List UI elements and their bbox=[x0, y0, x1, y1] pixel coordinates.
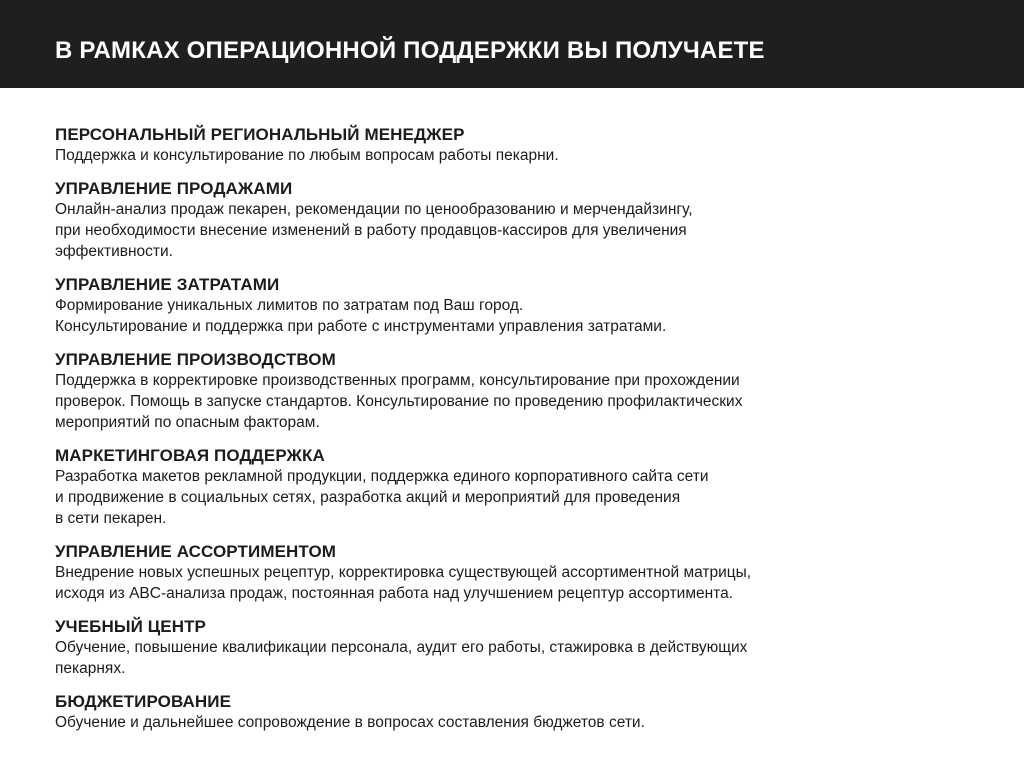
section-body-line: Поддержка и консультирование по любым вопросам работы пекарни. bbox=[55, 147, 559, 164]
section bbox=[55, 349, 964, 433]
section bbox=[55, 541, 964, 604]
section-heading: БЮДЖЕТИРОВАНИЕ bbox=[55, 692, 232, 711]
section-heading: МАРКЕТИНГОВАЯ ПОДДЕРЖКА bbox=[55, 446, 325, 465]
section-body-line: мероприятий по опасным факторам. bbox=[55, 414, 320, 431]
section-heading: УПРАВЛЕНИЕ АССОРТИМЕНТОМ bbox=[55, 542, 337, 561]
section-body bbox=[55, 712, 964, 733]
section-body-line: Онлайн-анализ продаж пекарен, рекомендации по ценообразованию и мерчендайзингу, bbox=[55, 201, 693, 218]
section bbox=[55, 445, 964, 529]
section bbox=[55, 691, 964, 733]
section-body-line: эффективности. bbox=[55, 243, 173, 260]
section-heading: ПЕРСОНАЛЬНЫЙ РЕГИОНАЛЬНЫЙ МЕНЕДЖЕР bbox=[55, 125, 465, 144]
section-body-line: Поддержка в корректировке производственных программ, консультирование при прохождении bbox=[55, 372, 740, 389]
section-heading: УЧЕБНЫЙ ЦЕНТР bbox=[55, 617, 206, 636]
page-title: В РАМКАХ ОПЕРАЦИОННОЙ ПОДДЕРЖКИ ВЫ ПОЛУЧАЕТЕ bbox=[55, 37, 765, 64]
section-body-line: пекарнях. bbox=[55, 660, 126, 677]
section-body bbox=[55, 295, 964, 337]
sections-container bbox=[0, 88, 1024, 733]
section-body-line: при необходимости внесение изменений в работу продавцов-кассиров для увеличения bbox=[55, 222, 687, 239]
section-body-line: Обучение и дальнейшее сопровождение в вопросах составления бюджетов сети. bbox=[55, 714, 645, 731]
section bbox=[55, 178, 964, 262]
section-body bbox=[55, 370, 964, 433]
section-body bbox=[55, 466, 964, 529]
section-body-line: и продвижение в социальных сетях, разработка акций и мероприятий для проведения bbox=[55, 489, 681, 506]
section-heading: УПРАВЛЕНИЕ ПРОДАЖАМИ bbox=[55, 179, 293, 198]
section-body-line: Внедрение новых успешных рецептур, корректировка существующей ассортиментной матрицы, bbox=[55, 564, 752, 581]
section-body bbox=[55, 562, 964, 604]
section-body bbox=[55, 199, 964, 262]
section-heading: УПРАВЛЕНИЕ ПРОИЗВОДСТВОМ bbox=[55, 350, 336, 369]
section bbox=[55, 274, 964, 337]
header-bar bbox=[0, 0, 1024, 88]
section-body-line: в сети пекарен. bbox=[55, 510, 167, 527]
section-body bbox=[55, 637, 964, 679]
section-body-line: Консультирование и поддержка при работе с инструментами управления затратами. bbox=[55, 318, 667, 335]
section-body-line: Разработка макетов рекламной продукции, поддержка единого корпоративного сайта сети bbox=[55, 468, 709, 485]
section bbox=[55, 616, 964, 679]
section-body-line: Формирование уникальных лимитов по затратам под Ваш город. bbox=[55, 297, 524, 314]
section bbox=[55, 124, 964, 166]
section-heading: УПРАВЛЕНИЕ ЗАТРАТАМИ bbox=[55, 275, 280, 294]
section-body bbox=[55, 145, 964, 166]
section-body-line: исходя из ABC-анализа продаж, постоянная работа над улучшением рецептур ассортимента. bbox=[55, 585, 734, 602]
section-body-line: Обучение, повышение квалификации персонала, аудит его работы, стажировка в действующих bbox=[55, 639, 748, 656]
section-body-line: проверок. Помощь в запуске стандартов. Консультирование по проведению профилактических bbox=[55, 393, 743, 410]
